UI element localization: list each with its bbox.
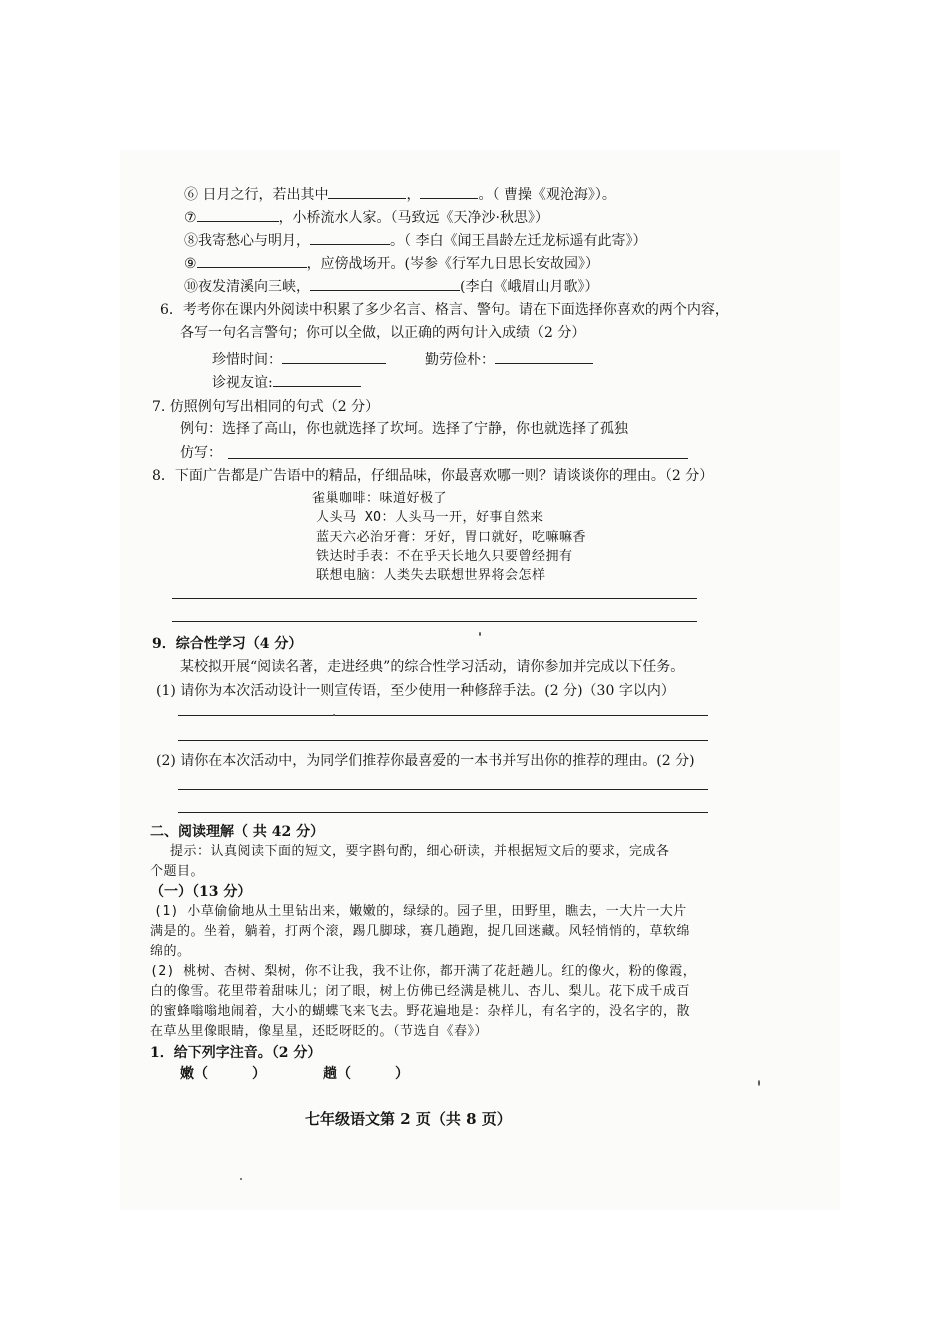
q5-line-7-source: ，小桥流水人家。（马致远《天净沙·秋思》） bbox=[278, 210, 550, 226]
reading-q1-item-b-label: 趟（ bbox=[323, 1066, 351, 1082]
q9-2-answer-line-2[interactable] bbox=[178, 812, 708, 813]
answer-blank[interactable] bbox=[197, 207, 279, 222]
passage-p2-line-4: 在草丛里像眼睛，像星星，还眨呀眨的。（节选自《春》） bbox=[150, 1024, 489, 1039]
answer-blank[interactable] bbox=[282, 349, 386, 364]
q8-ad-4: 铁达时手表：不在乎天长地久只要曾经拥有 bbox=[316, 549, 573, 564]
passage-p1-line-3: 绵的。 bbox=[150, 944, 191, 959]
q5-line-9-source: ，应傍战场开。(岑参《行军九日思长安故园》） bbox=[306, 256, 600, 272]
reading-q1-item-a bbox=[180, 1064, 266, 1084]
q7-title: 7. 仿照例句写出相同的句式（2 分） bbox=[152, 399, 380, 415]
q5-line-9 bbox=[184, 253, 599, 274]
q5-line-6 bbox=[184, 184, 616, 205]
q6-option-time bbox=[212, 349, 386, 370]
q8-ad-1: 雀巢咖啡：味道好极了 bbox=[312, 491, 448, 506]
answer-blank[interactable] bbox=[197, 253, 307, 268]
q8-ad-2: 人头马 XO：人头马一开，好事自然来 bbox=[316, 510, 544, 525]
q6-option-friendship bbox=[212, 372, 361, 393]
q7-imitate-label: 仿写： bbox=[180, 445, 222, 461]
q6-question-line-2: 各写一句名言警句；你可以全做，以正确的两句计入成绩（2 分） bbox=[180, 325, 586, 341]
q5-line-10-source: (李白《峨眉山月歌》） bbox=[460, 279, 599, 295]
q5-line-6-source: 。（ 曹操《观沧海》）。 bbox=[478, 187, 616, 203]
page-footer: 七年级语文第 2 页（共 8 页） bbox=[305, 1110, 512, 1128]
q5-line-7-prefix: ⑦ bbox=[184, 210, 197, 226]
answer-blank[interactable] bbox=[310, 230, 390, 245]
q5-line-10-prefix: ⑩夜发清溪向三峡， bbox=[184, 279, 310, 295]
scan-speck bbox=[333, 714, 335, 716]
part2-hint-line-1: 提示：认真阅读下面的短文，要字斟句酌，细心研读，并根据短文后的要求，完成各 bbox=[170, 844, 670, 859]
q5-line-9-prefix: ⑨ bbox=[184, 256, 197, 272]
passage-p2-line-3: 的蜜蜂嗡嗡地闹着，大小的蝴蝶飞来飞去。野花遍地是：杂样儿，有名字的，没名字的，散 bbox=[150, 1004, 691, 1019]
q5-line-8 bbox=[184, 230, 646, 251]
q7-answer-line[interactable] bbox=[228, 458, 688, 459]
passage-p2-line-1: (2) 桃树、杏树、梨树，你不让我，我不让你，都开满了花赶趟儿。红的像火，粉的像霞， bbox=[150, 964, 697, 979]
answer-blank[interactable] bbox=[495, 349, 593, 364]
answer-blank[interactable] bbox=[273, 372, 361, 387]
passage-p1-line-1: (1) 小草偷偷地从土里钻出来，嫩嫩的，绿绿的。园子里，田野里，瞧去，一大片一大片 bbox=[154, 904, 687, 919]
q8-answer-line-1[interactable] bbox=[172, 598, 697, 599]
q8-answer-line-2[interactable] bbox=[172, 621, 697, 622]
answer-blank[interactable] bbox=[420, 184, 478, 199]
q8-ad-5: 联想电脑：人类失去联想世界将会怎样 bbox=[316, 568, 546, 583]
scan-speck bbox=[479, 632, 481, 636]
q9-title: 9．综合性学习（4 分） bbox=[152, 636, 303, 652]
reading-q1-item-a-label: 嫩（ bbox=[180, 1066, 208, 1082]
q5-line-8-source: 。（ 李白《闻王昌龄左迁龙标遥有此寄》） bbox=[390, 233, 647, 249]
q9-1-answer-line-2[interactable] bbox=[178, 740, 708, 741]
q5-line-8-prefix: ⑧我寄愁心与明月， bbox=[184, 233, 310, 249]
reading-q1-item-b bbox=[323, 1064, 409, 1084]
passage-p1-line-2: 满是的。坐着，躺着，打两个滚，踢几脚球，赛几趟跑，捉几回迷藏。风轻悄悄的，草软绵 bbox=[150, 924, 691, 939]
q6-option-friendship-label: 诊视友谊: bbox=[212, 375, 273, 391]
q5-line-6-prefix: ⑥ 日月之行，若出其中 bbox=[184, 187, 329, 203]
q6-option-diligence-label: 勤劳俭朴： bbox=[425, 352, 495, 368]
q5-line-10 bbox=[184, 276, 598, 297]
scan-speck bbox=[240, 1178, 242, 1180]
answer-blank[interactable] bbox=[310, 276, 460, 291]
part2-hint-line-2: 个题目。 bbox=[150, 864, 205, 879]
q6-option-diligence bbox=[425, 349, 593, 370]
q5-line-6-comma: ， bbox=[406, 187, 421, 203]
q5-line-7 bbox=[184, 207, 549, 228]
q9-2-answer-line-1[interactable] bbox=[178, 789, 708, 790]
scan-speck bbox=[758, 1080, 760, 1086]
q7-example: 例句：选择了高山，你也就选择了坎坷。选择了宁静，你也就选择了孤独 bbox=[180, 421, 628, 437]
passage-p2-line-2: 白的像雪。花里带着甜味儿；闭了眼，树上仿佛已经满是桃儿、杏儿、梨儿。花下成千成百 bbox=[150, 984, 691, 999]
q6-option-time-label: 珍惜时间： bbox=[212, 352, 282, 368]
q9-1-answer-line-1[interactable] bbox=[178, 715, 708, 716]
q9-subquestion-2: (2) 请你在本次活动中，为同学们推荐你最喜爱的一本书并写出你的推荐的理由。(2 分) bbox=[156, 753, 695, 769]
section-one-heading: （一）（13 分） bbox=[150, 884, 252, 900]
reading-q1-item-b-close: ） bbox=[395, 1066, 409, 1082]
reading-q1-title: 1．给下列字注音。（2 分） bbox=[150, 1045, 322, 1061]
q8-title: 8．下面广告都是广告语中的精品，仔细品味，你最喜欢哪一则？请谈谈你的理由。（2 分） bbox=[152, 468, 714, 484]
q8-ad-3: 蓝天六必治牙膏：牙好，胃口就好，吃嘛嘛香 bbox=[316, 530, 587, 545]
q9-intro: 某校拟开展“阅读名著，走进经典”的综合性学习活动，请你参加并完成以下任务。 bbox=[180, 659, 685, 675]
reading-q1-item-a-close: ） bbox=[252, 1066, 266, 1082]
part2-title: 二、阅读理解（ 共 42 分） bbox=[150, 824, 325, 840]
q6-question-line-1: 6．考考你在课内外阅读中积累了多少名言、格言、警句。请在下面选择你喜欢的两个内容， bbox=[160, 302, 729, 318]
q9-subquestion-1: (1) 请你为本次活动设计一则宣传语，至少使用一种修辞手法。(2 分)（30 字以内） bbox=[156, 683, 675, 699]
answer-blank[interactable] bbox=[328, 184, 406, 199]
